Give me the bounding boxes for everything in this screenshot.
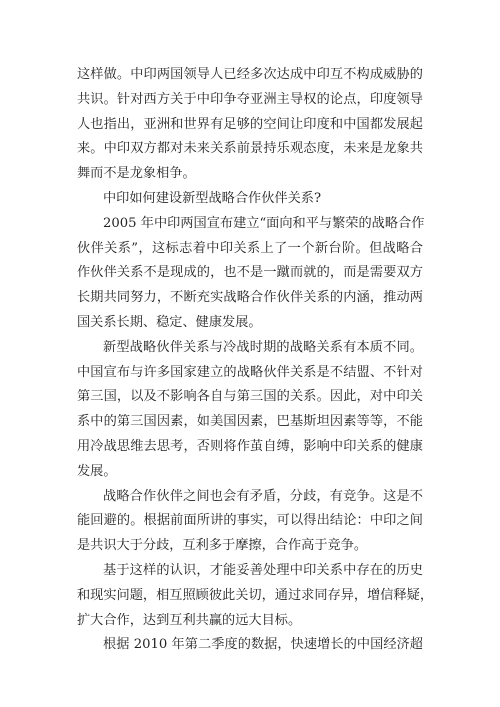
text-line: 来。中印双方都对未来关系前景持乐观态度，未来是龙象共 [77, 141, 423, 157]
text-line: 伙伴关系”，这标志着中印关系上了一个新台阶。但战略合 [77, 240, 423, 256]
text-line: 战略合作伙伴之间也会有矛盾，分歧，有竞争。这是不 [103, 488, 423, 504]
text-line: 这样做。中印两国领导人已经多次达成中印互不构成威胁的 [77, 67, 423, 82]
text-line: 共识。针对西方关于中印争夺亚洲主导权的论点，印度领导 [77, 91, 423, 107]
paragraph [77, 187, 423, 212]
paragraph [77, 212, 423, 336]
paragraph [77, 559, 434, 633]
text-line: 发展。 [77, 463, 117, 479]
text-line: 长期共同努力，不断充实战略合作伙伴关系的内涵，推动两 [77, 290, 423, 306]
text-line: 人也指出，亚洲和世界有足够的空间让印度和中国都发展起 [77, 116, 423, 132]
text-line: 舞而不是龙象相争。 [77, 166, 196, 182]
text-line: 扩大合作，达到互利共赢的远大目标。 [77, 612, 302, 628]
text-line: 2005 年中印两国宣布建立“面向和平与繁荣的战略合作 [103, 215, 425, 231]
paragraph [77, 336, 423, 485]
text-line: 作伙伴关系不是现成的，也不是一蹴而就的，而是需要双方 [77, 265, 423, 281]
text-line: 和现实问题，相互照顾彼此关切，通过求同存异，增信释疑， [77, 587, 434, 603]
text-line: 国关系长期、稳定、健康发展。 [77, 314, 262, 330]
text-line: 系中的第三国因素，如美国因素，巴基斯坦因素等等，不能 [77, 414, 423, 430]
text-line: 根据 2010 年第二季度的数据，快速增长的中国经济超 [103, 637, 423, 653]
paragraph [77, 633, 423, 658]
text-line: 基于这样的认识，才能妥善处理中印关系中存在的历史 [103, 562, 423, 578]
text-line: 第三国，以及不影响各自与第三国的关系。因此，对中印关 [77, 389, 423, 405]
text-line: 用冷战思维去思考，否则将作茧自缚，影响中印关系的健康 [77, 438, 423, 454]
text-line: 新型战略伙伴关系与冷战时期的战略关系有本质不同。 [103, 339, 423, 355]
text-line: 是共识大于分歧，互利多于摩擦，合作高于竞争。 [77, 538, 368, 554]
paragraph [77, 63, 423, 187]
text-line: 能回避的。根据前面所讲的事实，可以得出结论：中印之间 [77, 513, 423, 529]
document-body [77, 63, 434, 658]
text-line: 中国宣布与许多国家建立的战略伙伴关系是不结盟、不针对 [77, 364, 423, 380]
text-line: 中印如何建设新型战略合作伙伴关系? [103, 190, 322, 206]
paragraph [77, 485, 423, 559]
